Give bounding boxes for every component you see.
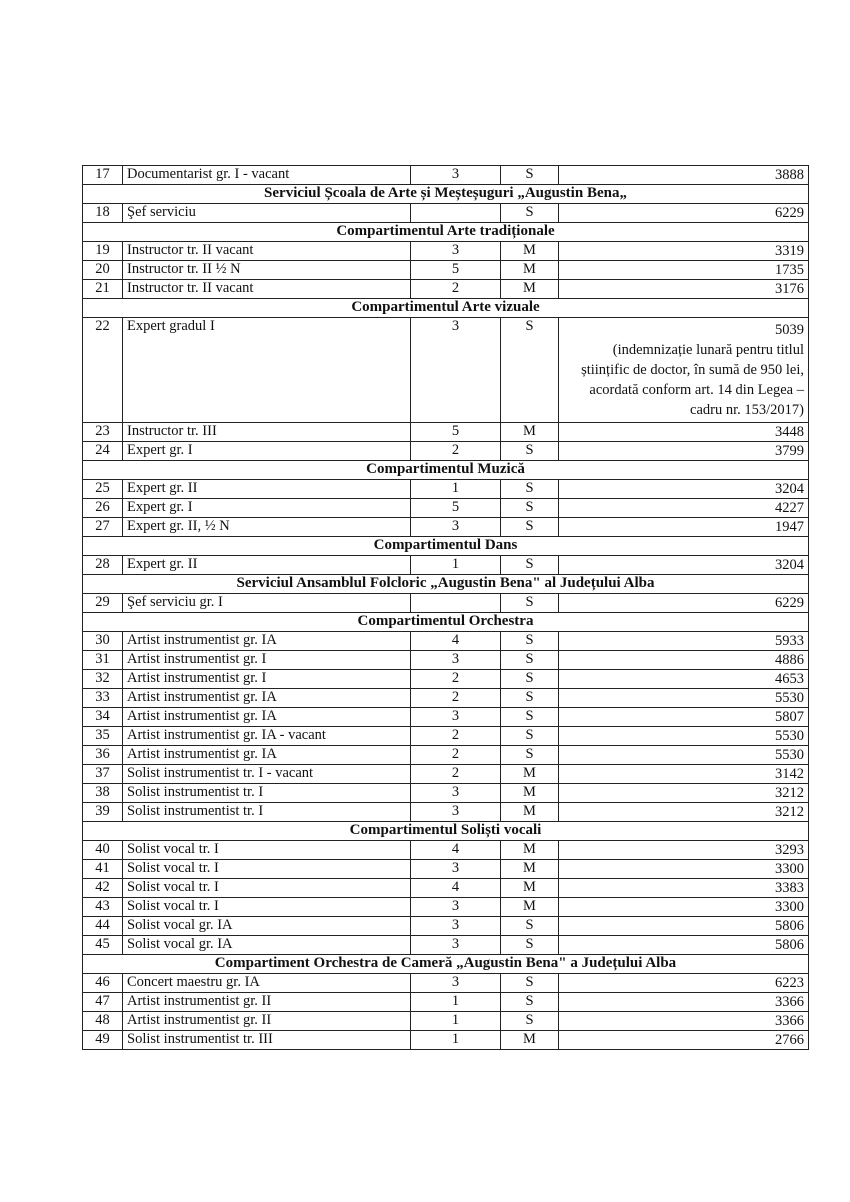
grade-cell: 1 bbox=[411, 480, 501, 499]
salary-cell: 5807 bbox=[559, 708, 809, 727]
salary-cell: 3799 bbox=[559, 442, 809, 461]
salary-cell: 6229 bbox=[559, 204, 809, 223]
grade-cell bbox=[411, 594, 501, 613]
table-row bbox=[83, 708, 809, 727]
position-name-cell: Artist instrumentist gr. II bbox=[123, 1012, 411, 1031]
studies-level-cell: S bbox=[501, 651, 559, 670]
studies-level-cell: M bbox=[501, 841, 559, 860]
studies-level-cell: M bbox=[501, 784, 559, 803]
studies-level-cell: S bbox=[501, 708, 559, 727]
grade-cell: 2 bbox=[411, 442, 501, 461]
grade-cell: 1 bbox=[411, 993, 501, 1012]
position-name-cell: Expert gr. II, ½ N bbox=[123, 518, 411, 537]
grade-cell: 5 bbox=[411, 261, 501, 280]
staff-positions-table bbox=[82, 165, 809, 1050]
salary-cell: 4227 bbox=[559, 499, 809, 518]
grade-cell: 3 bbox=[411, 784, 501, 803]
salary-cell: 3319 bbox=[559, 242, 809, 261]
salary-cell: 3300 bbox=[559, 898, 809, 917]
grade-cell: 1 bbox=[411, 1031, 501, 1050]
position-name-cell: Instructor tr. II vacant bbox=[123, 280, 411, 299]
position-number-cell: 48 bbox=[83, 1012, 123, 1031]
grade-cell: 3 bbox=[411, 708, 501, 727]
position-number-cell: 24 bbox=[83, 442, 123, 461]
studies-level-cell: M bbox=[501, 242, 559, 261]
table-row bbox=[83, 204, 809, 223]
grade-cell: 3 bbox=[411, 936, 501, 955]
table-row bbox=[83, 689, 809, 708]
staff-table-page bbox=[82, 165, 808, 1050]
section-header-row bbox=[83, 299, 809, 318]
studies-level-cell: S bbox=[501, 936, 559, 955]
studies-level-cell: M bbox=[501, 1031, 559, 1050]
position-name-cell: Instructor tr. III bbox=[123, 423, 411, 442]
table-row bbox=[83, 974, 809, 993]
table-row bbox=[83, 442, 809, 461]
salary-cell: 3448 bbox=[559, 423, 809, 442]
section-title: Compartimentul Arte tradiționale bbox=[83, 223, 809, 242]
position-name-cell: Solist vocal tr. I bbox=[123, 898, 411, 917]
position-name-cell: Instructor tr. II vacant bbox=[123, 242, 411, 261]
studies-level-cell: M bbox=[501, 898, 559, 917]
table-row bbox=[83, 765, 809, 784]
position-number-cell: 33 bbox=[83, 689, 123, 708]
studies-level-cell: S bbox=[501, 480, 559, 499]
position-number-cell: 20 bbox=[83, 261, 123, 280]
position-name-cell: Expert gr. II bbox=[123, 556, 411, 575]
table-row bbox=[83, 898, 809, 917]
grade-cell: 2 bbox=[411, 280, 501, 299]
position-number-cell: 37 bbox=[83, 765, 123, 784]
section-header-row bbox=[83, 822, 809, 841]
position-number-cell: 36 bbox=[83, 746, 123, 765]
position-name-cell: Solist vocal tr. I bbox=[123, 879, 411, 898]
salary-cell: 3204 bbox=[559, 556, 809, 575]
table-row bbox=[83, 803, 809, 822]
section-header-row bbox=[83, 613, 809, 632]
grade-cell: 2 bbox=[411, 727, 501, 746]
section-title: Serviciul Ansamblul Folcloric „Augustin Bena" al Județului Alba bbox=[83, 575, 809, 594]
position-name-cell: Expert gradul I bbox=[123, 318, 411, 423]
studies-level-cell: M bbox=[501, 261, 559, 280]
table-row bbox=[83, 670, 809, 689]
salary-cell: 5806 bbox=[559, 936, 809, 955]
position-name-cell: Artist instrumentist gr. IA bbox=[123, 746, 411, 765]
position-number-cell: 44 bbox=[83, 917, 123, 936]
studies-level-cell: S bbox=[501, 974, 559, 993]
table-row bbox=[83, 1012, 809, 1031]
position-name-cell: Artist instrumentist gr. II bbox=[123, 993, 411, 1012]
section-title: Compartimentul Arte vizuale bbox=[83, 299, 809, 318]
table-row bbox=[83, 480, 809, 499]
grade-cell: 3 bbox=[411, 242, 501, 261]
section-header-row bbox=[83, 461, 809, 480]
salary-cell: 3176 bbox=[559, 280, 809, 299]
section-title: Compartimentul Dans bbox=[83, 537, 809, 556]
salary-cell: 2766 bbox=[559, 1031, 809, 1050]
position-number-cell: 39 bbox=[83, 803, 123, 822]
position-name-cell: Şef serviciu gr. I bbox=[123, 594, 411, 613]
studies-level-cell: S bbox=[501, 556, 559, 575]
salary-cell: 5530 bbox=[559, 727, 809, 746]
position-number-cell: 22 bbox=[83, 318, 123, 423]
studies-level-cell: M bbox=[501, 879, 559, 898]
position-number-cell: 49 bbox=[83, 1031, 123, 1050]
grade-cell: 2 bbox=[411, 689, 501, 708]
table-row bbox=[83, 632, 809, 651]
salary-cell: 3212 bbox=[559, 784, 809, 803]
position-name-cell: Artist instrumentist gr. IA bbox=[123, 689, 411, 708]
studies-level-cell: S bbox=[501, 166, 559, 185]
table-row bbox=[83, 651, 809, 670]
studies-level-cell: M bbox=[501, 423, 559, 442]
grade-cell: 3 bbox=[411, 318, 501, 423]
position-number-cell: 40 bbox=[83, 841, 123, 860]
salary-cell: 1947 bbox=[559, 518, 809, 537]
position-number-cell: 18 bbox=[83, 204, 123, 223]
salary-cell: 3293 bbox=[559, 841, 809, 860]
salary-cell: 3300 bbox=[559, 860, 809, 879]
table-row bbox=[83, 166, 809, 185]
position-name-cell: Artist instrumentist gr. IA bbox=[123, 632, 411, 651]
studies-level-cell: S bbox=[501, 632, 559, 651]
studies-level-cell: M bbox=[501, 860, 559, 879]
table-row bbox=[83, 242, 809, 261]
section-title: Compartimentul Orchestra bbox=[83, 613, 809, 632]
grade-cell: 2 bbox=[411, 765, 501, 784]
section-header-row bbox=[83, 537, 809, 556]
grade-cell: 5 bbox=[411, 423, 501, 442]
section-header-row bbox=[83, 223, 809, 242]
studies-level-cell: S bbox=[501, 670, 559, 689]
salary-cell: 4886 bbox=[559, 651, 809, 670]
section-header-row bbox=[83, 575, 809, 594]
position-name-cell: Solist instrumentist tr. I - vacant bbox=[123, 765, 411, 784]
position-name-cell: Solist vocal gr. IA bbox=[123, 917, 411, 936]
studies-level-cell: S bbox=[501, 204, 559, 223]
salary-cell: 5933 bbox=[559, 632, 809, 651]
studies-level-cell: S bbox=[501, 727, 559, 746]
table-row bbox=[83, 936, 809, 955]
grade-cell: 2 bbox=[411, 746, 501, 765]
position-name-cell: Solist vocal tr. I bbox=[123, 860, 411, 879]
position-number-cell: 42 bbox=[83, 879, 123, 898]
grade-cell: 3 bbox=[411, 803, 501, 822]
table-body bbox=[83, 166, 809, 1050]
position-name-cell: Solist instrumentist tr. I bbox=[123, 803, 411, 822]
salary-cell: 4653 bbox=[559, 670, 809, 689]
position-number-cell: 26 bbox=[83, 499, 123, 518]
section-title: Compartiment Orchestra de Cameră „Augustin Bena" a Județului Alba bbox=[83, 955, 809, 974]
salary-cell: 3212 bbox=[559, 803, 809, 822]
grade-cell: 3 bbox=[411, 898, 501, 917]
grade-cell: 2 bbox=[411, 670, 501, 689]
table-row bbox=[83, 280, 809, 299]
position-name-cell: Artist instrumentist gr. I bbox=[123, 670, 411, 689]
position-number-cell: 30 bbox=[83, 632, 123, 651]
studies-level-cell: M bbox=[501, 765, 559, 784]
table-row bbox=[83, 556, 809, 575]
position-name-cell: Expert gr. I bbox=[123, 499, 411, 518]
grade-cell: 3 bbox=[411, 974, 501, 993]
table-row bbox=[83, 518, 809, 537]
table-row bbox=[83, 727, 809, 746]
position-number-cell: 38 bbox=[83, 784, 123, 803]
grade-cell: 3 bbox=[411, 166, 501, 185]
grade-cell: 3 bbox=[411, 651, 501, 670]
position-name-cell: Solist vocal gr. IA bbox=[123, 936, 411, 955]
position-name-cell: Expert gr. I bbox=[123, 442, 411, 461]
position-name-cell: Şef serviciu bbox=[123, 204, 411, 223]
position-name-cell: Concert maestru gr. IA bbox=[123, 974, 411, 993]
salary-cell: 3204 bbox=[559, 480, 809, 499]
salary-cell: 1735 bbox=[559, 261, 809, 280]
position-number-cell: 31 bbox=[83, 651, 123, 670]
studies-level-cell: M bbox=[501, 803, 559, 822]
salary-cell bbox=[559, 318, 809, 423]
studies-level-cell: M bbox=[501, 280, 559, 299]
grade-cell: 3 bbox=[411, 518, 501, 537]
salary-cell: 5530 bbox=[559, 746, 809, 765]
salary-cell: 3888 bbox=[559, 166, 809, 185]
studies-level-cell: S bbox=[501, 594, 559, 613]
table-row bbox=[83, 318, 809, 423]
position-number-cell: 43 bbox=[83, 898, 123, 917]
studies-level-cell: S bbox=[501, 442, 559, 461]
salary-note: (indemnizație lunară pentru titlul științific de doctor, în sumă de 950 lei, acordată conform art. 14 din Legea – cadru nr. 153/2017) bbox=[581, 342, 804, 418]
position-number-cell: 21 bbox=[83, 280, 123, 299]
table-row bbox=[83, 499, 809, 518]
table-row bbox=[83, 860, 809, 879]
position-number-cell: 35 bbox=[83, 727, 123, 746]
grade-cell: 4 bbox=[411, 841, 501, 860]
position-name-cell: Artist instrumentist gr. IA - vacant bbox=[123, 727, 411, 746]
grade-cell: 1 bbox=[411, 556, 501, 575]
position-number-cell: 41 bbox=[83, 860, 123, 879]
salary-cell: 6229 bbox=[559, 594, 809, 613]
position-name-cell: Documentarist gr. I - vacant bbox=[123, 166, 411, 185]
table-row bbox=[83, 1031, 809, 1050]
position-name-cell: Solist instrumentist tr. III bbox=[123, 1031, 411, 1050]
studies-level-cell: S bbox=[501, 689, 559, 708]
studies-level-cell: S bbox=[501, 917, 559, 936]
studies-level-cell: S bbox=[501, 518, 559, 537]
grade-cell: 4 bbox=[411, 632, 501, 651]
salary-cell: 3366 bbox=[559, 1012, 809, 1031]
position-number-cell: 47 bbox=[83, 993, 123, 1012]
salary-value: 5039 bbox=[775, 322, 804, 338]
grade-cell bbox=[411, 204, 501, 223]
salary-cell: 3142 bbox=[559, 765, 809, 784]
position-number-cell: 17 bbox=[83, 166, 123, 185]
salary-cell: 3366 bbox=[559, 993, 809, 1012]
studies-level-cell: S bbox=[501, 499, 559, 518]
position-name-cell: Solist instrumentist tr. I bbox=[123, 784, 411, 803]
position-name-cell: Artist instrumentist gr. IA bbox=[123, 708, 411, 727]
position-number-cell: 23 bbox=[83, 423, 123, 442]
grade-cell: 3 bbox=[411, 917, 501, 936]
section-header-row bbox=[83, 185, 809, 204]
studies-level-cell: S bbox=[501, 1012, 559, 1031]
position-number-cell: 19 bbox=[83, 242, 123, 261]
grade-cell: 5 bbox=[411, 499, 501, 518]
table-row bbox=[83, 261, 809, 280]
salary-cell: 3383 bbox=[559, 879, 809, 898]
position-name-cell: Solist vocal tr. I bbox=[123, 841, 411, 860]
table-row bbox=[83, 746, 809, 765]
grade-cell: 4 bbox=[411, 879, 501, 898]
position-number-cell: 27 bbox=[83, 518, 123, 537]
position-name-cell: Artist instrumentist gr. I bbox=[123, 651, 411, 670]
table-row bbox=[83, 594, 809, 613]
position-number-cell: 28 bbox=[83, 556, 123, 575]
position-number-cell: 46 bbox=[83, 974, 123, 993]
studies-level-cell: S bbox=[501, 746, 559, 765]
position-name-cell: Expert gr. II bbox=[123, 480, 411, 499]
position-number-cell: 45 bbox=[83, 936, 123, 955]
table-row bbox=[83, 917, 809, 936]
position-number-cell: 32 bbox=[83, 670, 123, 689]
salary-cell: 5530 bbox=[559, 689, 809, 708]
studies-level-cell: S bbox=[501, 993, 559, 1012]
salary-cell: 6223 bbox=[559, 974, 809, 993]
table-row bbox=[83, 993, 809, 1012]
position-number-cell: 34 bbox=[83, 708, 123, 727]
table-row bbox=[83, 879, 809, 898]
table-row bbox=[83, 423, 809, 442]
section-title: Compartimentul Muzică bbox=[83, 461, 809, 480]
grade-cell: 3 bbox=[411, 860, 501, 879]
section-title: Compartimentul Soliști vocali bbox=[83, 822, 809, 841]
position-number-cell: 25 bbox=[83, 480, 123, 499]
table-row bbox=[83, 841, 809, 860]
studies-level-cell: S bbox=[501, 318, 559, 423]
section-title: Serviciul Școala de Arte și Meșteșuguri „Augustin Bena„ bbox=[83, 185, 809, 204]
salary-cell: 5806 bbox=[559, 917, 809, 936]
position-name-cell: Instructor tr. II ½ N bbox=[123, 261, 411, 280]
position-number-cell: 29 bbox=[83, 594, 123, 613]
section-header-row bbox=[83, 955, 809, 974]
grade-cell: 1 bbox=[411, 1012, 501, 1031]
table-row bbox=[83, 784, 809, 803]
